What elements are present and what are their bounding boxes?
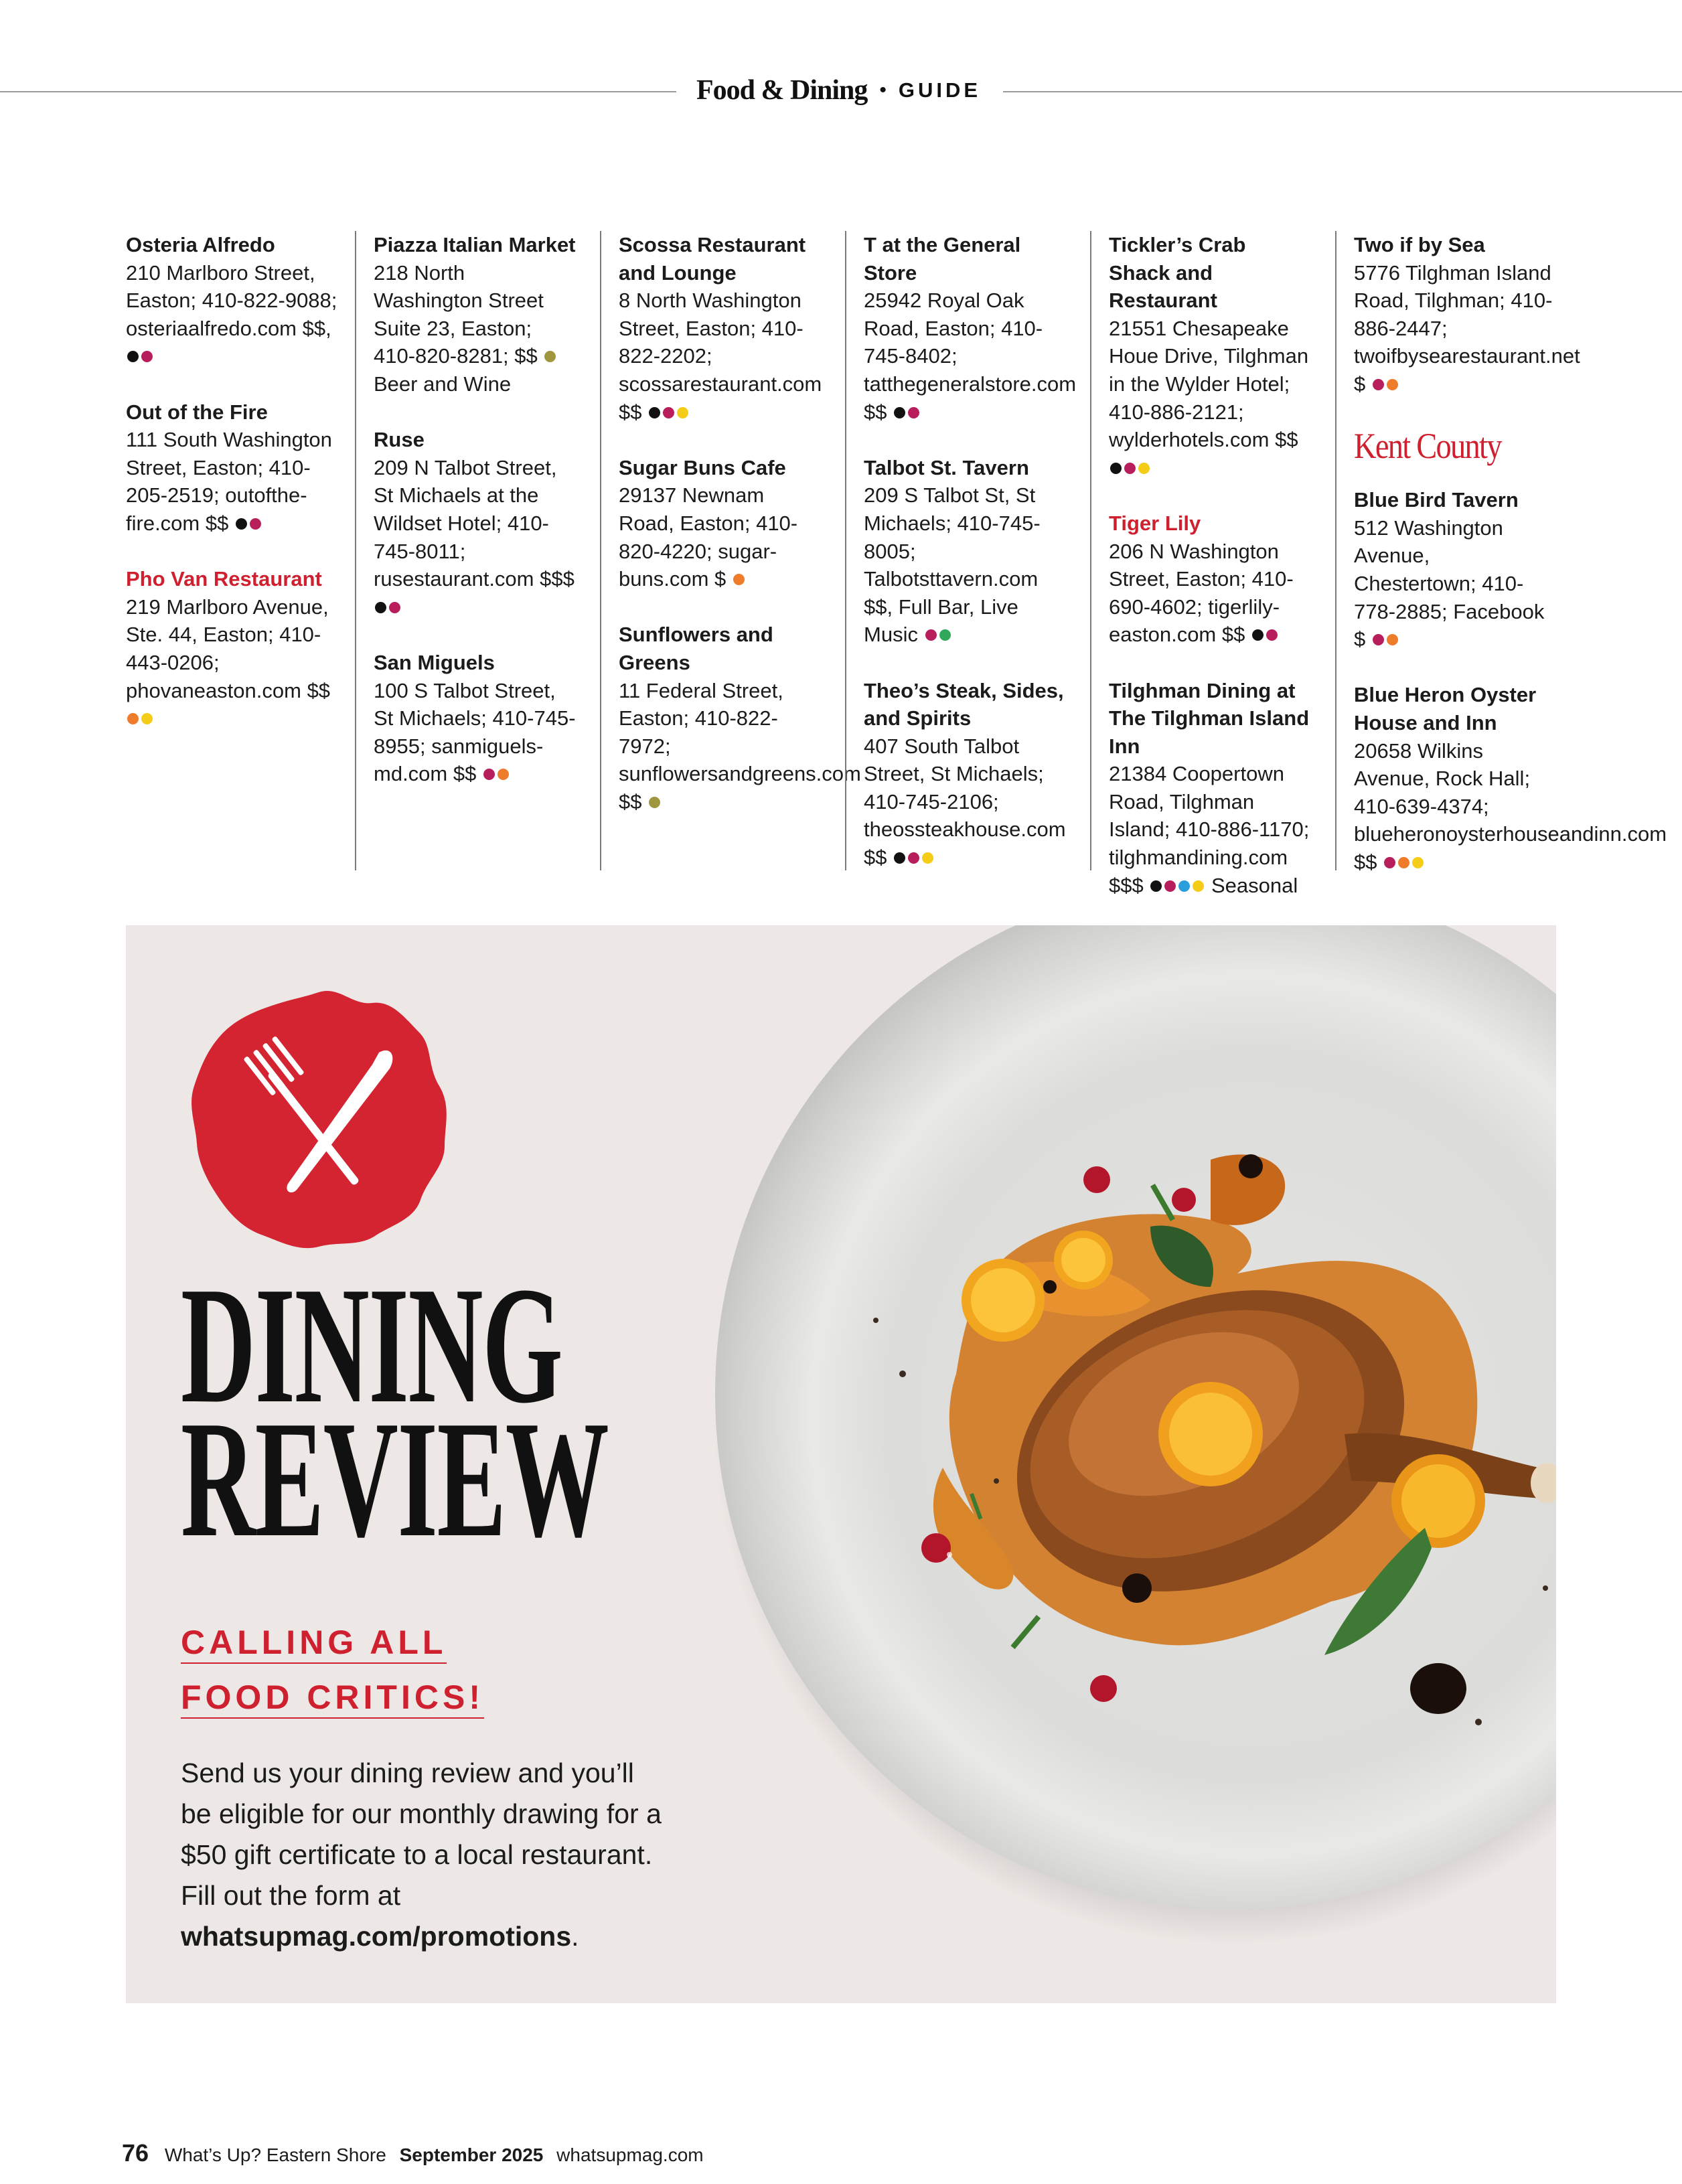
restaurant-listing xyxy=(1354,486,1556,653)
restaurant-details xyxy=(374,454,576,621)
restaurant-address: 209 S Talbot St, St Michaels; 410-745-8005; Talbotsttavern.com $$, Full Bar, Live Music xyxy=(864,483,1041,647)
category-dot-black xyxy=(127,351,139,362)
restaurant-address: 8 North Washington Street, Easton; 410-822-2202; scossarestaurant.com $$ xyxy=(619,289,822,424)
category-dot-magenta xyxy=(250,518,261,530)
restaurant-extra-note: Beer and Wine xyxy=(374,372,512,396)
restaurant-listing xyxy=(619,621,861,815)
header-separator: • xyxy=(879,79,887,101)
restaurant-listing xyxy=(1354,231,1580,398)
category-dot-black xyxy=(649,407,660,418)
promo-body xyxy=(181,1753,663,1957)
restaurant-details xyxy=(619,287,821,426)
roast-chicken-image xyxy=(836,1119,1556,1776)
page-number: 76 xyxy=(122,2139,149,2167)
calling-all-critics xyxy=(181,1615,484,1725)
restaurant-name: Scossa Restaurant and Lounge xyxy=(619,233,806,285)
restaurant-address: 5776 Tilghman Island Road, Tilghman; 410-886-2447; twoifbysearestaurant.net $ xyxy=(1354,260,1580,396)
restaurant-name: Tilghman Dining at The Tilghman Island Inn xyxy=(1109,678,1310,758)
header-rule-right xyxy=(1003,91,1682,92)
restaurant-name: Two if by Sea xyxy=(1354,233,1485,256)
calling-line-2: FOOD CRITICS! xyxy=(181,1677,484,1719)
restaurant-name: Sunflowers and Greens xyxy=(619,623,773,674)
restaurant-address: 21551 Chesapeake Houe Drive, Tilghman in the Wylder Hotel; 410-886-2121; wylderhotels.com $$ xyxy=(1109,316,1309,452)
restaurant-address: 29137 Newnam Road, Easton; 410-820-4220; sugar-buns.com $ xyxy=(619,483,798,591)
category-dot-olive xyxy=(649,797,660,808)
restaurant-name: Tiger Lily xyxy=(1109,511,1201,535)
category-dot-magenta xyxy=(1124,463,1136,474)
restaurant-details xyxy=(619,677,861,816)
category-dot-yellow xyxy=(922,852,933,864)
restaurant-address: 100 S Talbot Street, St Michaels; 410-745-8955; sanmiguels-md.com $$ xyxy=(374,678,576,786)
magazine-name: What’s Up? Eastern Shore xyxy=(164,2144,386,2165)
restaurant-details xyxy=(1354,514,1556,653)
category-dot-black xyxy=(375,602,386,613)
category-dot-magenta xyxy=(1373,379,1384,390)
category-dot-yellow xyxy=(677,407,688,418)
header-rule-left xyxy=(0,91,676,92)
title-line-2: REVIEW xyxy=(181,1387,609,1572)
restaurant-details xyxy=(374,259,576,398)
category-dot-black xyxy=(1110,463,1122,474)
restaurant-name: San Miguels xyxy=(374,650,495,674)
restaurant-listing xyxy=(864,677,1066,872)
restaurant-address: 20658 Wilkins Avenue, Rock Hall; 410-639-4374; blueheronoysterhouseandinn.com $$ xyxy=(1354,738,1667,874)
county-heading: Kent County xyxy=(1354,426,1501,467)
restaurant-details xyxy=(126,426,340,537)
category-dot-magenta xyxy=(1266,629,1278,641)
promo-body-text: Send us your dining review and you’ll be eligible for our monthly drawing for a $50 gift certificate to a local restaurant. Fill out the form at xyxy=(181,1758,662,1911)
promo-period: . xyxy=(571,1921,579,1952)
category-dot-orange xyxy=(498,769,509,780)
promotions-link[interactable]: whatsupmag.com/promotions xyxy=(181,1921,572,1952)
restaurant-name: Ruse xyxy=(374,428,425,452)
restaurant-address: 11 Federal Street, Easton; 410-822-7972; sunflowersandgreens.com $$ xyxy=(619,678,861,813)
restaurant-listing xyxy=(126,398,340,538)
category-dot-magenta xyxy=(908,852,919,864)
category-dot-magenta xyxy=(141,351,153,362)
category-dot-magenta xyxy=(663,407,674,418)
category-dot-blue xyxy=(1178,880,1190,892)
directory-column xyxy=(126,231,340,870)
directory-column xyxy=(845,231,1077,870)
restaurant-listing xyxy=(619,231,821,426)
restaurant-name: T at the General Store xyxy=(864,233,1021,285)
category-dot-black xyxy=(894,852,905,864)
directory-column xyxy=(1335,231,1667,874)
category-dot-yellow xyxy=(141,713,153,724)
category-dot-magenta xyxy=(1384,857,1395,868)
restaurant-address: 407 South Talbot Street, St Michaels; 410-745-2106; theossteakhouse.com $$ xyxy=(864,734,1066,870)
restaurant-details xyxy=(864,732,1066,872)
restaurant-details xyxy=(1109,760,1311,899)
category-dot-olive xyxy=(544,351,556,362)
category-dot-yellow xyxy=(1193,880,1204,892)
restaurant-name: Osteria Alfredo xyxy=(126,233,275,256)
category-dot-black xyxy=(236,518,247,530)
title-line-1: DINING xyxy=(181,1253,562,1438)
restaurant-details xyxy=(126,259,340,370)
restaurant-listing xyxy=(126,231,340,370)
restaurant-address: 209 N Talbot Street, St Michaels at the Wildset Hotel; 410-745-8011; rusestaurant.com $$$ xyxy=(374,455,575,591)
restaurant-name: Sugar Buns Cafe xyxy=(619,455,786,479)
restaurant-details xyxy=(1354,259,1580,398)
category-dot-yellow xyxy=(1138,463,1150,474)
restaurant-listing xyxy=(1109,677,1311,900)
category-dot-magenta xyxy=(1373,634,1384,645)
restaurant-name: Blue Bird Tavern xyxy=(1354,488,1519,512)
restaurant-directory xyxy=(126,231,1667,897)
restaurant-extra-note: Seasonal xyxy=(1211,873,1298,897)
restaurant-listing xyxy=(374,426,576,621)
restaurant-details xyxy=(864,287,1077,426)
restaurant-address: 25942 Royal Oak Road, Easton; 410-745-8402; tatthegeneralstore.com $$ xyxy=(864,289,1077,424)
page-header xyxy=(0,67,1682,114)
page-footer xyxy=(122,2139,704,2167)
restaurant-name: Out of the Fire xyxy=(126,400,268,424)
section-name: Food & Dining xyxy=(696,75,868,106)
restaurant-listing xyxy=(1109,510,1311,649)
category-dot-green xyxy=(939,629,951,641)
fork-knife-badge xyxy=(178,979,459,1260)
restaurant-listing xyxy=(374,649,576,788)
category-dot-orange xyxy=(127,713,139,724)
restaurant-listing xyxy=(1109,231,1311,481)
restaurant-address: 210 Marlboro Street, Easton; 410-822-9088; osteriaalfredo.com $$, xyxy=(126,260,337,340)
restaurant-details xyxy=(126,593,340,732)
restaurant-details xyxy=(864,481,1066,649)
directory-column xyxy=(1090,231,1311,897)
category-dot-orange xyxy=(1387,634,1398,645)
restaurant-listing xyxy=(619,454,821,593)
category-dot-magenta xyxy=(908,407,919,418)
restaurant-name: Piazza Italian Market xyxy=(374,233,576,256)
guide-label: GUIDE xyxy=(898,78,982,102)
restaurant-address: 218 North Washington Street Suite 23, Easton; 410-820-8281; $$ xyxy=(374,260,544,368)
restaurant-name: Tickler’s Crab Shack and Restaurant xyxy=(1109,233,1246,313)
restaurant-listing xyxy=(374,231,576,398)
restaurant-address: 206 N Washington Street, Easton; 410-690-4602; tigerlily-easton.com $$ xyxy=(1109,539,1294,647)
category-dot-black xyxy=(1150,880,1162,892)
issue-date: September 2025 xyxy=(399,2144,544,2165)
restaurant-name: Blue Heron Oyster House and Inn xyxy=(1354,683,1537,734)
restaurant-details xyxy=(1109,538,1311,649)
category-dot-black xyxy=(894,407,905,418)
category-dot-orange xyxy=(1387,379,1398,390)
restaurant-listing xyxy=(126,565,340,732)
directory-column xyxy=(355,231,576,870)
restaurant-name: Talbot St. Tavern xyxy=(864,455,1029,479)
restaurant-details xyxy=(1354,737,1667,876)
dining-review-promo xyxy=(126,925,1556,2003)
calling-line-1: CALLING ALL xyxy=(181,1622,447,1664)
category-dot-yellow xyxy=(1412,857,1424,868)
restaurant-address: 512 Washington Avenue, Chestertown; 410-778-2885; Facebook $ xyxy=(1354,516,1545,651)
directory-column xyxy=(600,231,861,870)
restaurant-listing xyxy=(864,454,1066,649)
restaurant-details xyxy=(619,481,821,593)
restaurant-listing xyxy=(1354,681,1667,876)
category-dot-magenta xyxy=(389,602,400,613)
header-title xyxy=(696,67,981,114)
category-dot-black xyxy=(1252,629,1264,641)
restaurant-address: 111 South Washington Street, Easton; 410-205-2519; outofthe-fire.com $$ xyxy=(126,428,332,535)
dining-review-title xyxy=(181,1253,609,1572)
restaurant-listing xyxy=(864,231,1077,426)
website-link[interactable]: whatsupmag.com xyxy=(556,2144,704,2165)
category-dot-orange xyxy=(1398,857,1409,868)
restaurant-name: Pho Van Restaurant xyxy=(126,567,322,591)
restaurant-address: 219 Marlboro Avenue, Ste. 44, Easton; 410-443-0206; phovaneaston.com $$ xyxy=(126,595,331,702)
restaurant-details xyxy=(1109,315,1311,482)
category-dot-magenta xyxy=(483,769,495,780)
category-dot-magenta xyxy=(925,629,937,641)
restaurant-details xyxy=(374,677,576,788)
restaurant-name: Theo’s Steak, Sides, and Spirits xyxy=(864,678,1064,730)
restaurant-address: 21384 Coopertown Road, Tilghman Island; 410-886-1170; tilghmandining.com $$$ xyxy=(1109,762,1310,897)
category-dot-magenta xyxy=(1164,880,1176,892)
category-dot-orange xyxy=(733,574,745,585)
